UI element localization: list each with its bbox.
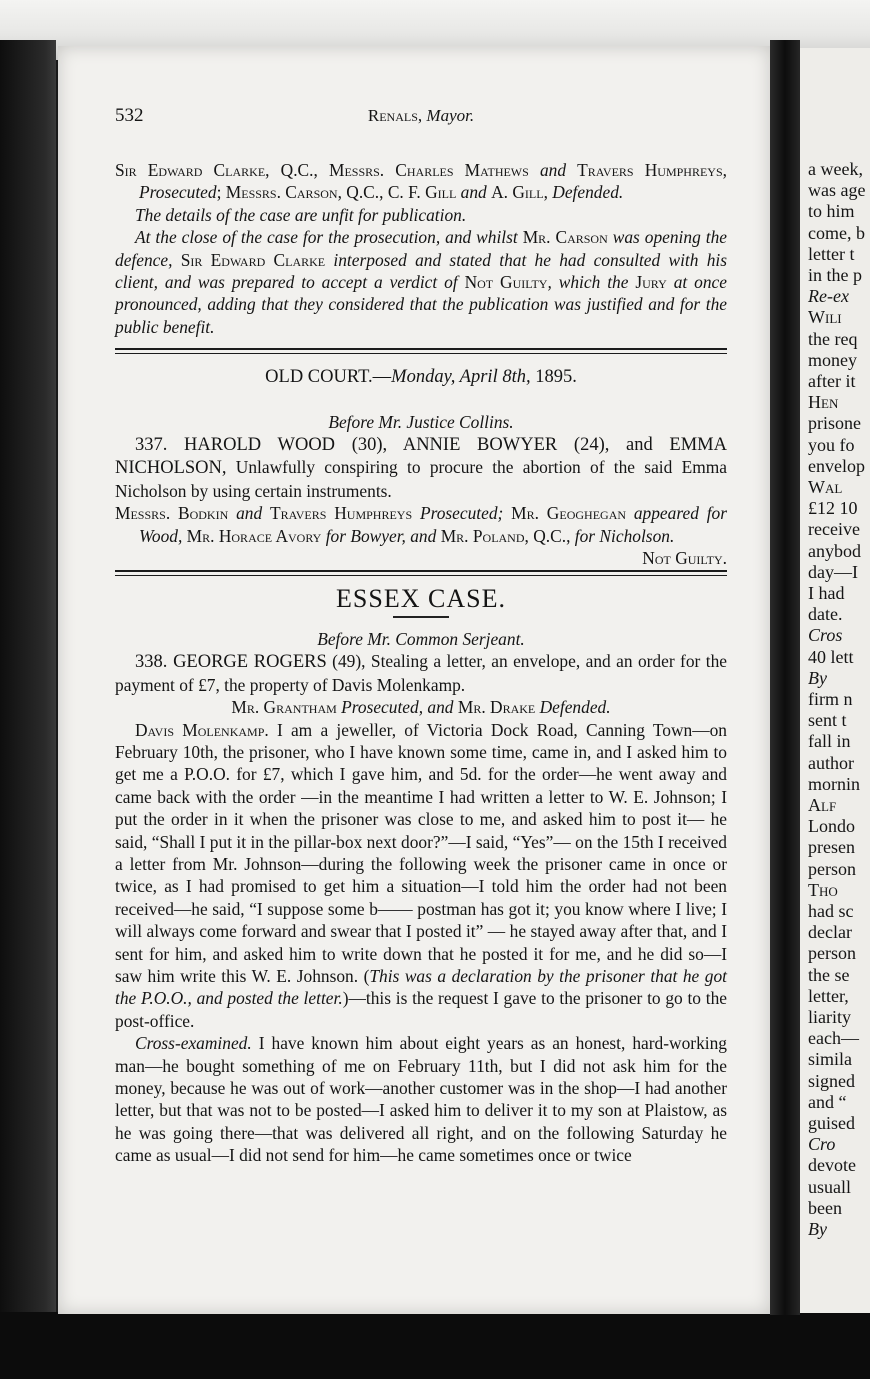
text-run: and bbox=[528, 160, 578, 180]
text-run: Mr. Grantham bbox=[231, 697, 337, 718]
facing-line: letter t bbox=[808, 243, 855, 264]
facing-line: person bbox=[808, 858, 856, 879]
text-run: Defended. bbox=[552, 182, 624, 203]
text-run: . I am a jeweller, of Victoria Dock Road, Canning Town—on February 10th, the prisoner, who I have known some time, came in, and I asked him to get me a P.O.O. for £7, which I gave him, and 5d. for the order—he went away and came back with the order —in the meantime I had written a letter to W. E. Johnson; I put the order in it when the prisoner was close to me, and asked him to post it— he said, “Shall I put it in the pillar-box next door?”—I said, “Yes”— on the 15th I received a letter from Mr. Johnson—during the following week the prisoner came in once or twice, as I had promised to get him a situation—I told him the order had not been received—he said, “I suppose some b—— postman has got it; you know where I live; I will always come forward and swear that I posted it” — he stayed away after that, and I sent for him, and asked him to write down that he posted it for me, and he did so—I saw him write this W. E. Johnson. ( bbox=[115, 719, 727, 986]
running-head-office: Mayor. bbox=[426, 106, 475, 125]
court-name: OLD COURT.— bbox=[265, 367, 392, 388]
running-head bbox=[115, 105, 727, 127]
page-content bbox=[115, 105, 727, 1167]
text-run: At the close of the case for the prosecution, and whilst bbox=[135, 227, 523, 248]
facing-line: By bbox=[808, 667, 827, 688]
text-run: interposed and stated that he had consulted with his client, and was prepared to accept a verdict of bbox=[115, 249, 727, 293]
facing-line: to him bbox=[808, 201, 855, 222]
text-run: Mr. Poland bbox=[440, 525, 525, 546]
facing-line: signed bbox=[808, 1070, 855, 1091]
facing-line: Re-ex bbox=[808, 286, 849, 307]
facing-line: Tho bbox=[808, 879, 838, 900]
facing-line: presen bbox=[808, 837, 855, 858]
close-note bbox=[115, 226, 727, 338]
facing-line: usuall bbox=[808, 1176, 851, 1197]
case-337-verdict: Not Guilty. bbox=[642, 548, 727, 569]
facing-line: in the p bbox=[808, 265, 862, 285]
short-rule bbox=[393, 616, 449, 618]
text-run: Not Guilty bbox=[464, 272, 548, 293]
facing-line: I had bbox=[808, 583, 845, 603]
section-divider bbox=[115, 348, 727, 354]
facing-line: Alf bbox=[808, 795, 837, 815]
facing-line: firm n bbox=[808, 689, 853, 709]
page-header bbox=[115, 105, 727, 135]
text-run: and bbox=[228, 503, 270, 524]
text-run: 337. HAROLD WOOD (30), ANNIE BOWYER (24), and EMMA NICHOLSON, bbox=[115, 435, 727, 479]
facing-line: you fo bbox=[808, 434, 855, 455]
text-run: ; bbox=[216, 182, 226, 203]
facing-line: been bbox=[808, 1197, 842, 1218]
facing-line: come, b bbox=[808, 222, 865, 243]
facing-line: Cro bbox=[808, 1134, 836, 1155]
facing-line: a week, bbox=[808, 159, 863, 179]
facing-line: guised bbox=[808, 1113, 855, 1133]
facing-page-fragment bbox=[800, 48, 870, 1313]
facing-line: Wal bbox=[808, 477, 843, 497]
text-run: , bbox=[722, 160, 727, 180]
text-run: Messrs. Bodkin bbox=[115, 503, 229, 524]
case-337 bbox=[115, 433, 727, 502]
facing-line: after it bbox=[808, 371, 856, 391]
facing-line: By bbox=[808, 1219, 827, 1239]
facing-line: mornin bbox=[808, 773, 860, 794]
text-run: (49), Stealing a letter, an envelope, and an order for the payment of £7, the property of Davis Molenkamp. bbox=[115, 651, 727, 695]
page-number: 532 bbox=[115, 105, 144, 126]
essex-case-title: ESSEX CASE. bbox=[336, 583, 506, 613]
text-run: for Bowyer, and bbox=[321, 525, 441, 546]
text-run: Mr. Drake bbox=[457, 697, 536, 718]
facing-line: each— bbox=[808, 1028, 859, 1049]
facing-line: Wili bbox=[808, 307, 842, 328]
facing-line: declar bbox=[808, 922, 852, 943]
text-run: Prosecuted; bbox=[412, 503, 512, 524]
facing-line: was age bbox=[808, 180, 866, 201]
text-run: Prosecuted, and bbox=[336, 697, 458, 718]
text-run: Defended. bbox=[535, 697, 611, 718]
text-run: , which the bbox=[547, 272, 636, 293]
text-run: Messrs. Charles Mathews bbox=[328, 160, 529, 180]
text-run: Sir Edward Clarke bbox=[180, 249, 326, 270]
facing-line: had sc bbox=[808, 901, 854, 921]
text-run: appeared for Wood, bbox=[139, 503, 728, 546]
text-run: Prosecuted bbox=[139, 182, 217, 203]
section-divider-2 bbox=[115, 570, 727, 576]
facing-line: the se bbox=[808, 964, 850, 985]
text-run: , Q.C., bbox=[265, 160, 329, 180]
case-337-counsel bbox=[115, 502, 728, 569]
facing-line: author bbox=[808, 752, 854, 773]
facing-line: sent t bbox=[808, 710, 847, 731]
text-run: Mr. Geoghegan bbox=[511, 503, 627, 524]
text-run: This was a declaration by the prisoner that he got the P.O.O., and posted the letter. bbox=[115, 966, 727, 1009]
text-run: for Nicholson. bbox=[574, 525, 675, 546]
text-run: Messrs. Carson bbox=[225, 182, 338, 203]
judge-line-collins: Before Mr. Justice Collins. bbox=[328, 411, 514, 432]
text-run: Davis Molenkamp bbox=[135, 719, 265, 740]
text-run: Mr. Horace Avory bbox=[186, 525, 322, 546]
text-run: A. Gill bbox=[491, 182, 544, 203]
court-year: 1895. bbox=[530, 367, 577, 388]
case-338 bbox=[115, 650, 727, 696]
testimony-molenkamp bbox=[115, 719, 727, 1033]
text-run: Mr. Carson bbox=[522, 227, 608, 248]
text-run: Unlawfully conspiring to procure the abortion of the said Emma Nicholson by using certain instruments. bbox=[115, 457, 727, 501]
facing-line: day—I bbox=[808, 561, 858, 582]
text-run: at once pronounced, adding that they considered that the publication was justified and for the public benefit. bbox=[115, 272, 727, 337]
text-run: , Q.C., C. F. bbox=[337, 182, 426, 203]
facing-line: Londo bbox=[808, 816, 855, 837]
prior-case-counsel bbox=[115, 159, 727, 204]
facing-line: anybod bbox=[808, 540, 861, 561]
facing-line: 40 lett bbox=[808, 646, 854, 667]
text-run: , bbox=[543, 182, 553, 203]
case-338-counsel bbox=[115, 696, 727, 718]
facing-line: person bbox=[808, 943, 856, 964]
facing-line: envelop bbox=[808, 455, 865, 476]
text-run: was opening the defence, bbox=[115, 227, 727, 270]
book-gutter bbox=[770, 40, 800, 1315]
text-run: Cross-examined. bbox=[135, 1033, 252, 1054]
facing-line: Hen bbox=[808, 392, 839, 413]
text-run: Travers Humphreys bbox=[577, 160, 723, 180]
facing-line: date. bbox=[808, 604, 843, 625]
text-run: Jury bbox=[635, 272, 667, 293]
text-run: )—this is the request I gave to the prisoner to go to the post-office. bbox=[115, 988, 727, 1031]
facing-line: simila bbox=[808, 1049, 852, 1070]
facing-line: receive bbox=[808, 519, 860, 540]
old-court-heading bbox=[115, 366, 727, 388]
facing-line: and “ bbox=[808, 1091, 847, 1112]
text-run: I have known him about eight years as an honest, hard-working man—he bought something of me on February 11th, but I did not ask him for the money, because he was out of work—another customer was in the shop—I had another letter, but that was not to be posted—I asked him to deliver it to my son at Plaistow, as he was going there—that was delivered all right, and on the following Saturday he came as usual—I did not send for him—he came sometimes once or twice bbox=[115, 1033, 727, 1166]
facing-line: fall in bbox=[808, 731, 851, 752]
facing-line: devote bbox=[808, 1155, 856, 1176]
case-337-counsel-text bbox=[115, 503, 727, 545]
cross-examination bbox=[115, 1032, 727, 1166]
text-run: Gill bbox=[425, 182, 457, 203]
scan-left-edge bbox=[0, 40, 56, 1320]
text-run: 338. GEORGE ROGERS bbox=[135, 652, 327, 673]
running-head-name: Renals, bbox=[367, 106, 423, 125]
text-run: , Q.C., bbox=[524, 525, 575, 546]
facing-line: £12 10 bbox=[808, 498, 858, 519]
facing-line: liarity bbox=[808, 1007, 851, 1027]
facing-line: the req bbox=[808, 328, 858, 349]
judge-line-common-serjeant: Before Mr. Common Serjeant. bbox=[317, 628, 525, 649]
facing-line: money bbox=[808, 349, 857, 370]
details-note: The details of the case are unfit for publication. bbox=[135, 204, 467, 225]
text-run: Travers Humphreys bbox=[269, 503, 413, 524]
text-run: Sir Edward Clarke bbox=[115, 160, 266, 180]
facing-line: prisone bbox=[808, 413, 861, 434]
scan-bottom-edge bbox=[0, 1312, 870, 1379]
court-date: Monday, April 8th, bbox=[391, 367, 531, 388]
text-run: and bbox=[456, 182, 492, 203]
facing-line: Cros bbox=[808, 625, 843, 646]
facing-line: letter, bbox=[808, 985, 849, 1006]
